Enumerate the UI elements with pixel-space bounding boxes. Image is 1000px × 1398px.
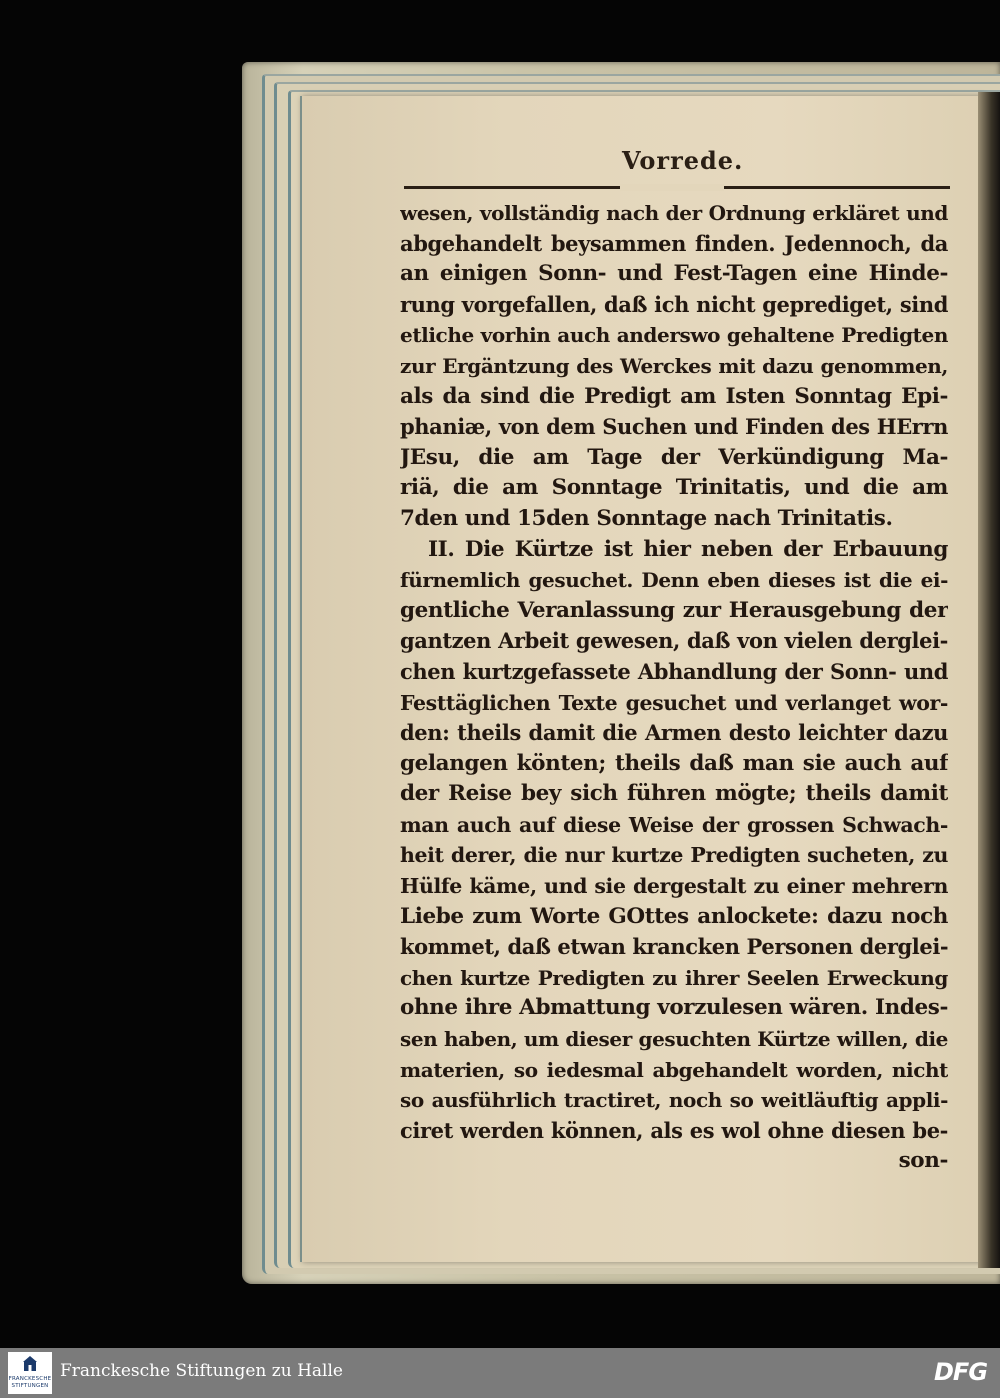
text-line: riä, die am Sonntage Trinitatis, und die am — [400, 475, 948, 501]
text-line: fürnemlich gesuchet. Denn eben dieses ist die ei- — [400, 568, 948, 593]
text-line: kommet, daß etwan krancken Personen derglei- — [400, 934, 948, 960]
text-line: abgehandelt beysammen finden. Jedennoch, da — [400, 230, 948, 256]
text-line: materien, so iedesmal abgehandelt worden, nicht — [400, 1057, 948, 1082]
institution-name[interactable]: Franckesche Stiftungen zu Halle — [60, 1361, 343, 1381]
building-icon — [23, 1356, 37, 1372]
text-line: gentliche Veranlassung zur Herausgebung der — [400, 597, 948, 623]
text-line: phaniæ, von dem Suchen und Finden des HErrn — [400, 414, 948, 440]
text-line: an einigen Sonn- und Fest-Tagen eine Hinde- — [400, 261, 948, 287]
logo-text-line: FRANCKESCHE — [8, 1376, 52, 1382]
text-line: Festtäglichen Texte gesuchet und verlanget wor- — [400, 690, 948, 715]
text-line: man auch auf diese Weise der grossen Schwach- — [400, 812, 948, 837]
text-line: JEsu, die am Tage der Verkündigung Ma- — [400, 444, 948, 470]
text-line: chen kurtze Predigten zu ihrer Seelen Erweckung — [400, 965, 948, 990]
institution-logo[interactable] — [8, 1352, 52, 1394]
text-line: heit derer, die nur kurtze Predigten sucheten, zu — [400, 843, 948, 868]
text-line: zur Ergäntzung des Werckes mit dazu genommen, — [400, 353, 948, 378]
running-header: Vorrede. — [622, 146, 744, 175]
text-line: wesen, vollständig nach der Ordnung erkläret und — [400, 201, 948, 225]
text-line: etliche vorhin auch anderswo gehaltene Predigten — [400, 323, 948, 348]
text-line: so ausführlich tractiret, noch so weitläuftig appli- — [400, 1088, 948, 1113]
text-line: Hülfe käme, und sie dergestalt zu einer mehrern — [400, 874, 948, 899]
text-line: rung vorgefallen, daß ich nicht geprediget, sind — [400, 291, 948, 317]
text-line: II. Die Kürtze ist hier neben der Erbauung — [428, 536, 948, 562]
text-line: 7den und 15den Sonntage nach Trinitatis. — [400, 505, 893, 531]
dfg-logo[interactable]: DFG — [934, 1358, 988, 1386]
text-line: sen haben, um dieser gesuchten Kürtze willen, die — [400, 1027, 948, 1052]
text-line: ciret werden können, als es wol ohne diesen be- — [400, 1117, 948, 1143]
text-line: der Reise bey sich führen mögte; theils damit — [400, 781, 948, 807]
book-gutter — [978, 92, 1000, 1268]
text-line: gelangen könten; theils daß man sie auch auf — [400, 750, 948, 776]
logo-text-line: STIFTUNGEN — [11, 1383, 49, 1389]
body-text — [400, 198, 948, 1177]
text-line: gantzen Arbeit gewesen, daß von vielen derglei- — [400, 628, 948, 654]
header-rule-gap — [620, 184, 724, 191]
text-line: als da sind die Predigt am Isten Sonntag Epi- — [400, 383, 948, 409]
text-line: ohne ihre Abmattung vorzulesen wären. Indes- — [400, 995, 948, 1021]
text-line: den: theils damit die Armen desto leichter dazu — [400, 720, 948, 746]
footer-bar — [0, 1348, 1000, 1398]
catchword: son- — [898, 1148, 948, 1174]
text-line: chen kurtzgefassete Abhandlung der Sonn- und — [400, 658, 948, 684]
text-line: Liebe zum Worte GOttes anlockete: dazu noch — [400, 903, 948, 929]
